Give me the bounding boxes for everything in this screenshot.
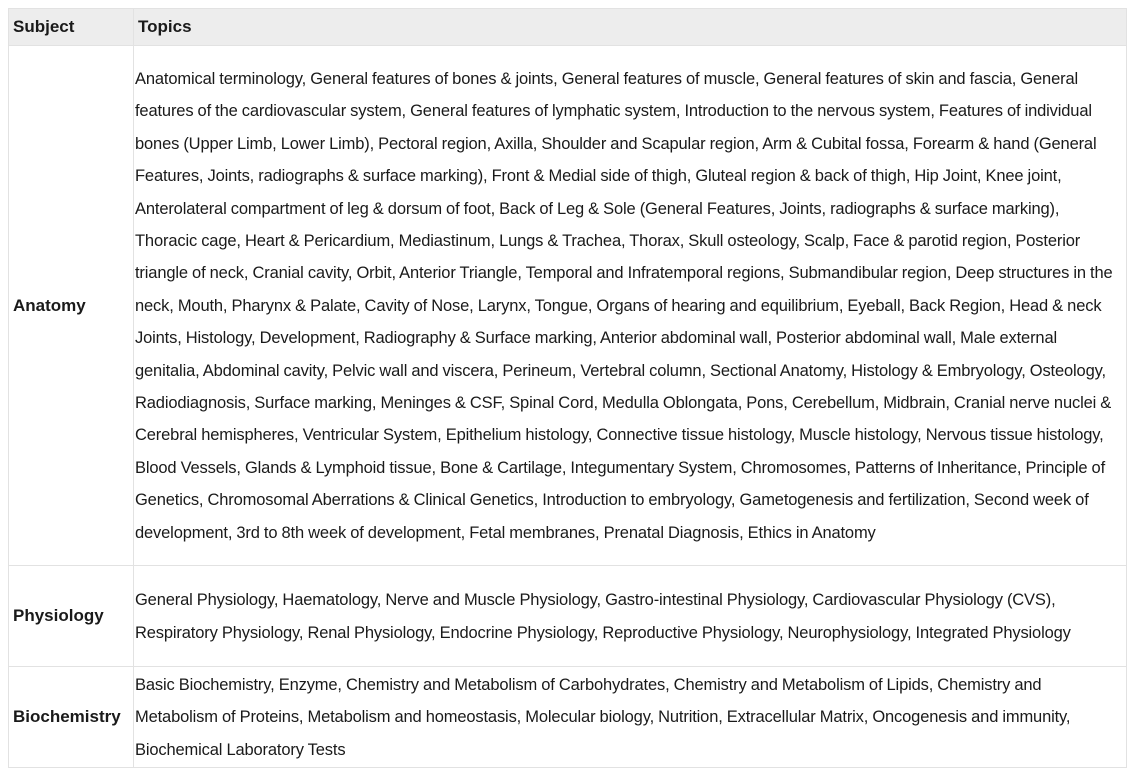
table-row xyxy=(9,667,1127,768)
topics-cell-anatomy: Anatomical terminology, General features of bones & joints, General features of muscle, General features of skin and fascia, General features of the cardiovascular system, General features of lymphatic system, Introduction to the nervous system, Features of individual bones (Upper Limb, Lower Limb), Pectoral region, Axilla, Shoulder and Scapular region, Arm & Cubital fossa, Forearm & hand (General Features, Joints, radiographs & surface marking), Front & Medial side of thigh, Gluteal region & back of thigh, Hip Joint, Knee joint, Anterolateral compartment of leg & dorsum of foot, Back of Leg & Sole (General Features, Joints, radiographs & surface marking), Thoracic cage, Heart & Pericardium, Mediastinum, Lungs & Trachea, Thorax, Skull osteology, Scalp, Face & parotid region, Posterior triangle of neck, Cranial cavity, Orbit, Anterior Triangle, Temporal and Infratemporal regions, Submandibular region, Deep structures in the neck, Mouth, Pharynx & Palate, Cavity of Nose, Larynx, Tongue, Organs of hearing and equilibrium, Eyeball, Back Region, Head & neck Joints, Histology, Development, Radiography & Surface marking, Anterior abdominal wall, Posterior abdominal wall, Male external genitalia, Abdominal cavity, Pelvic wall and viscera, Perineum, Vertebral column, Sectional Anatomy, Histology & Embryology, Osteology, Radiodiagnosis, Surface marking, Meninges & CSF, Spinal Cord, Medulla Oblongata, Pons, Cerebellum, Midbrain, Cranial nerve nuclei & Cerebral hemispheres, Ventricular System, Epithelium histology, Connective tissue histology, Muscle histology, Nervous tissue histology, Blood Vessels, Glands & Lymphoid tissue, Bone & Cartilage, Integumentary System, Chromosomes, Patterns of Inheritance, Principle of Genetics, Chromosomal Aberrations & Clinical Genetics, Introduction to embryology, Gametogenesis and fertilization, Second week of development, 3rd to 8th week of development, Fetal membranes, Prenatal Diagnosis, Ethics in Anatomy xyxy=(134,46,1127,566)
topics-cell-biochemistry: Basic Biochemistry, Enzyme, Chemistry and Metabolism of Carbohydrates, Chemistry and Metabolism of Lipids, Chemistry and Metabolism of Proteins, Metabolism and homeostasis, Molecular biology, Nutrition, Extracellular Matrix, Oncogenesis and immunity, Biochemical Laboratory Tests xyxy=(134,667,1127,768)
table-row xyxy=(9,566,1127,667)
subject-cell-anatomy: Anatomy xyxy=(9,46,134,566)
header-subject: Subject xyxy=(9,9,134,46)
subject-cell-biochemistry: Biochemistry xyxy=(9,667,134,768)
header-topics: Topics xyxy=(134,9,1127,46)
subjects-topics-table xyxy=(8,8,1127,768)
topics-cell-physiology: General Physiology, Haematology, Nerve and Muscle Physiology, Gastro-intestinal Physiology, Cardiovascular Physiology (CVS), Respiratory Physiology, Renal Physiology, Endocrine Physiology, Reproductive Physiology, Neurophysiology, Integrated Physiology xyxy=(134,566,1127,667)
table-row xyxy=(9,46,1127,566)
subject-cell-physiology: Physiology xyxy=(9,566,134,667)
table-header-row xyxy=(9,9,1127,46)
